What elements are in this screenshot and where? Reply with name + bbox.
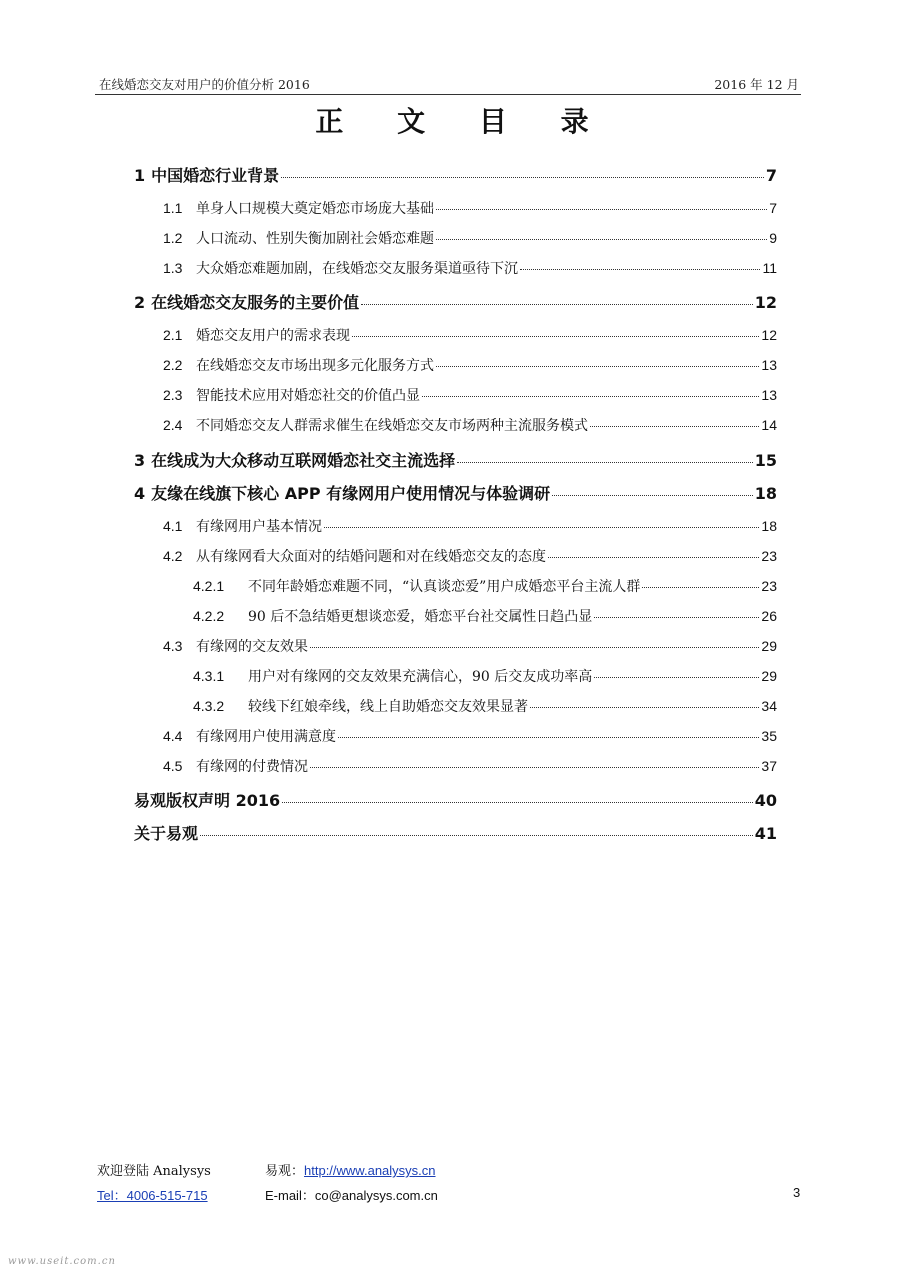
toc-entry-page: 18	[761, 518, 777, 534]
toc-entry-title: 婚恋交友用户的需求表现	[196, 328, 350, 344]
toc-entry-page: 35	[761, 728, 777, 744]
toc-dot-leader	[594, 608, 759, 619]
toc-title: 正 文 目 录	[315, 105, 611, 138]
toc-entry-page: 40	[754, 791, 777, 810]
toc-entry-page: 12	[754, 293, 777, 312]
toc-entry-page: 11	[762, 260, 777, 276]
toc-entry-page: 7	[765, 166, 777, 185]
toc-entry-title: 有缘网用户使用满意度	[196, 729, 336, 745]
toc-dot-leader	[361, 293, 753, 305]
toc-dot-leader	[520, 260, 760, 271]
toc-dot-leader	[310, 758, 759, 769]
footer-site-label: 易观：	[265, 1164, 305, 1179]
toc-entry-title: 单身人口规模大奠定婚恋市场庞大基础	[196, 201, 434, 217]
toc-dot-leader	[590, 417, 759, 428]
toc-entry-number: 2.1	[163, 327, 183, 343]
toc-entry-title: 有缘网用户基本情况	[196, 519, 322, 535]
toc-entry[interactable]	[193, 606, 777, 626]
toc-entry-page: 12	[761, 327, 777, 343]
toc-entry-number: 4.2.2	[193, 608, 225, 624]
toc-entry[interactable]	[134, 481, 777, 504]
toc-dot-leader	[200, 824, 753, 836]
toc-entry[interactable]	[163, 355, 777, 375]
toc-entry[interactable]	[134, 163, 777, 186]
toc-dot-leader	[436, 230, 767, 241]
toc-entry-page: 26	[761, 608, 777, 624]
footer-site-link[interactable]: http://www.analysys.cn	[304, 1163, 436, 1178]
toc-entry-title: 从有缘网看大众面对的结婚问题和对在线婚恋交友的态度	[196, 549, 546, 565]
toc-entry-page: 13	[761, 387, 777, 403]
toc-entry-number: 3	[134, 451, 146, 470]
toc-entry-number: 2	[134, 293, 146, 312]
toc-entry-page: 15	[754, 451, 777, 470]
toc-entry[interactable]	[163, 756, 777, 776]
toc-entry[interactable]	[134, 821, 777, 844]
toc-entry-number: 4.5	[163, 758, 183, 774]
toc-entry-number: 4.2	[163, 548, 183, 564]
toc-entry-title: 有缘网的交友效果	[196, 639, 308, 655]
toc-dot-leader	[548, 548, 759, 559]
footer-email: E-mail：co@analysys.com.cn	[265, 1188, 438, 1203]
toc-entry-page: 18	[754, 484, 777, 503]
toc-entry-title: 用户对有缘网的交友效果充满信心，90 后交友成功率高	[248, 669, 593, 685]
toc-entry-page: 9	[769, 230, 777, 246]
toc-entry-number: 2.3	[163, 387, 183, 403]
toc-entry-number: 4.2.1	[193, 578, 225, 594]
toc-dot-leader	[324, 518, 759, 529]
page-number: 3	[793, 1185, 801, 1200]
watermark: www.useit.com.cn	[8, 1256, 116, 1267]
toc-dot-leader	[436, 200, 767, 211]
toc-entry[interactable]	[134, 290, 777, 313]
toc-entry-number: 1.3	[163, 260, 183, 276]
footer-tel-link[interactable]: Tel：4006-515-715	[97, 1188, 208, 1203]
toc-entry-title: 90 后不急结婚更想谈恋爱，婚恋平台社交属性日趋凸显	[248, 609, 593, 625]
toc-entry-number: 2.4	[163, 417, 183, 433]
toc-entry[interactable]	[163, 228, 777, 248]
toc-entry[interactable]	[163, 726, 777, 746]
toc-entry-title: 关于易观	[134, 824, 199, 843]
toc-entry[interactable]	[193, 576, 777, 596]
toc-dot-leader	[436, 357, 759, 368]
toc-entry[interactable]	[163, 198, 777, 218]
header-date: 2016 年 12 月	[714, 77, 799, 92]
toc-entry[interactable]	[193, 666, 777, 686]
toc-dot-leader	[594, 668, 759, 679]
toc-entry-title: 不同婚恋交友人群需求催生在线婚恋交友市场两种主流服务模式	[196, 418, 588, 434]
footer-welcome: 欢迎登陆 Analysys	[97, 1164, 211, 1179]
toc-entry-page: 23	[761, 548, 777, 564]
toc-entry[interactable]	[134, 788, 777, 811]
toc-entry[interactable]	[163, 415, 777, 435]
toc-entry-number: 1.2	[163, 230, 183, 246]
toc-dot-leader	[530, 698, 759, 709]
toc-dot-leader	[338, 728, 759, 739]
header-report-title: 在线婚恋交友对用户的价值分析 2016	[99, 77, 310, 92]
toc-entry[interactable]	[163, 325, 777, 345]
toc-dot-leader	[352, 327, 759, 338]
toc-entry-page: 14	[761, 417, 777, 433]
toc-dot-leader	[282, 791, 753, 803]
toc-entry[interactable]	[163, 516, 777, 536]
toc-entry-title: 在线婚恋交友市场出现多元化服务方式	[196, 358, 434, 374]
toc-entry-number: 4.3.1	[193, 668, 225, 684]
toc-entry-page: 23	[761, 578, 777, 594]
toc-dot-leader	[642, 578, 759, 589]
toc-dot-leader	[281, 166, 764, 178]
toc-dot-leader	[457, 451, 753, 463]
toc-entry-title: 智能技术应用对婚恋社交的价值凸显	[196, 388, 420, 404]
toc-entry-title: 大众婚恋难题加剧，在线婚恋交友服务渠道亟待下沉	[196, 261, 518, 277]
toc-entry-number: 4.1	[163, 518, 183, 534]
toc-entry-page: 29	[761, 638, 777, 654]
toc-entry-page: 13	[761, 357, 777, 373]
toc-entry[interactable]	[163, 385, 777, 405]
toc-dot-leader	[310, 638, 759, 649]
toc-entry[interactable]	[163, 258, 777, 278]
toc-entry-number: 1	[134, 166, 146, 185]
toc-entry-page: 7	[769, 200, 777, 216]
toc-entry-title: 易观版权声明 2016	[134, 791, 281, 810]
toc-entry-page: 29	[761, 668, 777, 684]
toc-entry-title: 有缘网的付费情况	[196, 759, 308, 775]
toc-entry-title: 在线婚恋交友服务的主要价值	[151, 293, 360, 312]
toc-entry-number: 2.2	[163, 357, 183, 373]
toc-entry[interactable]	[163, 636, 777, 656]
toc-entry-page: 34	[761, 698, 777, 714]
toc-entry-number: 4	[134, 484, 146, 503]
toc-entry-page: 41	[754, 824, 777, 843]
toc-entry-number: 4.4	[163, 728, 183, 744]
toc-entry-title: 较线下红娘牵线，线上自助婚恋交友效果显著	[248, 699, 528, 715]
toc-entry-title: 中国婚恋行业背景	[151, 166, 280, 185]
toc-entry-title: 不同年龄婚恋难题不同，“认真谈恋爱”用户成婚恋平台主流人群	[248, 579, 641, 595]
toc-entry-title: 友缘在线旗下核心 APP 有缘网用户使用情况与体验调研	[151, 484, 551, 503]
toc-entry-page: 37	[761, 758, 777, 774]
toc-entry-number: 4.3.2	[193, 698, 225, 714]
toc-dot-leader	[422, 387, 759, 398]
toc-entry-title: 人口流动、性别失衡加剧社会婚恋难题	[196, 231, 434, 247]
toc-entry[interactable]	[134, 448, 777, 471]
toc-dot-leader	[552, 484, 753, 496]
toc-entry-title: 在线成为大众移动互联网婚恋社交主流选择	[151, 451, 456, 470]
toc-entry[interactable]	[193, 696, 777, 716]
toc-entry-number: 1.1	[163, 200, 183, 216]
toc-entry[interactable]	[163, 546, 777, 566]
toc-entry-number: 4.3	[163, 638, 183, 654]
page-header	[95, 74, 801, 95]
